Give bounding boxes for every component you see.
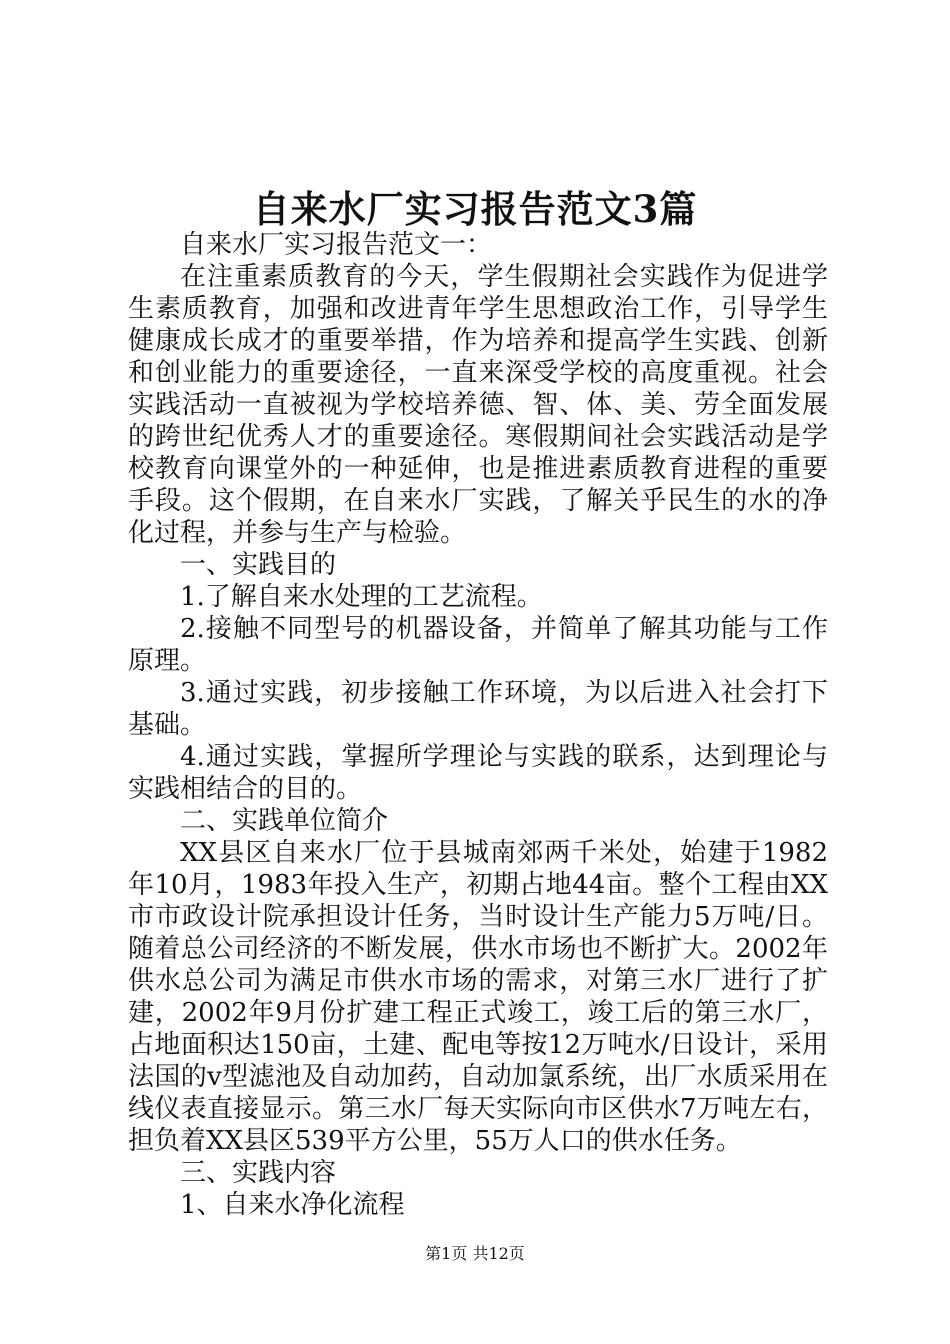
document-body bbox=[128, 229, 828, 1221]
purpose-item-3: 3.通过实践，初步接触工作环境，为以后进入社会打下基础。 bbox=[128, 678, 828, 740]
content-item-1: 1、自来水净化流程 bbox=[180, 1190, 405, 1220]
document-title: 自来水厂实习报告范文3篇 bbox=[252, 187, 698, 231]
section-heading-unit-intro: 二、实践单位简介 bbox=[180, 806, 389, 836]
section-heading-purpose: 一、实践目的 bbox=[180, 550, 337, 580]
unit-intro-paragraph: XX县区自来水厂位于县城南郊两千米处，始建于1982年10月，1983年投入生产，初期占地44亩。整个工程由XX市市政设计院承担设计任务，当时设计生产能力5万吨/日。随着总公司经济的不断发展，供水市场也不断扩大。2002年供水总公司为满足市供水市场的需求，对第三水厂进行了扩建，2002年9月份扩建工程正式竣工，竣工后的第三水厂，占地面积达150亩，土建、配电等按12万吨水/日设计，采用法国的v型滤池及自动加药，自动加氯系统，出厂水质采用在线仪表直接显示。第三水厂每天实际向市区供水7万吨左右，担负着XX县区539平方公里，55万人口的供水任务。 bbox=[128, 838, 828, 1156]
purpose-item-4: 4.通过实践，掌握所学理论与实践的联系，达到理论与实践相结合的目的。 bbox=[128, 742, 828, 804]
purpose-item-2: 2.接触不同型号的机器设备，并简单了解其功能与工作原理。 bbox=[128, 614, 828, 676]
intro-paragraph: 在注重素质教育的今天，学生假期社会实践作为促进学生素质教育，加强和改进青年学生思想政治工作，引导学生健康成长成才的重要举措，作为培养和提高学生实践、创新和创业能力的重要途径，一直来深受学校的高度重视。社会实践活动一直被视为学校培养德、智、体、美、劳全面发展的跨世纪优秀人才的重要途径。寒假期间社会实践活动是学校教育向课堂外的一种延伸，也是推进素质教育进程的重要手段。这个假期，在自来水厂实践，了解关乎民生的水的净化过程，并参与生产与检验。 bbox=[128, 262, 828, 548]
purpose-item-1: 1.了解自来水处理的工艺流程。 bbox=[180, 582, 543, 612]
page-footer: 第1页 共12页 bbox=[425, 1244, 525, 1263]
section-heading-example-one: 自来水厂实习报告范文一： bbox=[180, 230, 493, 260]
section-heading-content: 三、实践内容 bbox=[180, 1158, 337, 1188]
